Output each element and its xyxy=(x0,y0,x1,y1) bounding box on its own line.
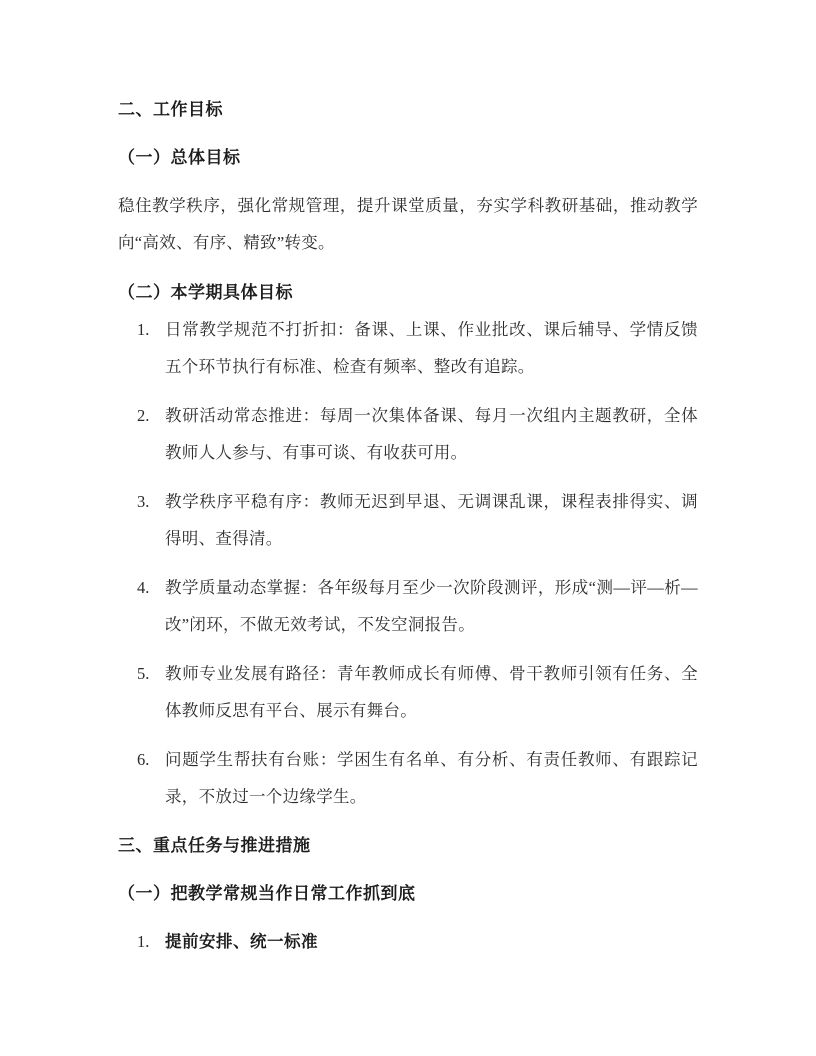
list-item-text: 提前安排、统一标准 xyxy=(165,932,318,951)
list-item-number: 5. xyxy=(137,664,150,683)
list-item-text: 教研活动常态推进：每周一次集体备课、每月一次组内主题教研，全体教师人人参与、有事可谈、有收获可用。 xyxy=(165,406,698,462)
section-heading-key-tasks: 三、重点任务与推进措施 xyxy=(118,836,311,855)
subheading-teaching-routine: （一）把教学常规当作日常工作抓到底 xyxy=(118,884,416,903)
semester-goals-list xyxy=(118,311,698,815)
list-item-number: 1. xyxy=(137,932,150,951)
section-heading-work-goals: 二、工作目标 xyxy=(118,100,223,119)
list-item-text: 教师专业发展有路径：青年教师成长有师傅、骨干教师引领有任务、全体教师反思有平台、展示有舞台。 xyxy=(165,664,698,720)
list-item-text: 教学秩序平稳有序：教师无迟到早退、无调课乱课，课程表排得实、调得明、查得清。 xyxy=(165,492,698,548)
subheading-overall-goal: （一）总体目标 xyxy=(118,148,241,167)
list-item xyxy=(118,311,698,385)
list-item-number: 3. xyxy=(137,492,150,511)
list-item xyxy=(118,397,698,471)
list-item-text: 问题学生帮扶有台账：学困生有名单、有分析、有责任教师、有跟踪记录，不放过一个边缘学生。 xyxy=(165,750,698,806)
list-item-text: 日常教学规范不打折扣：备课、上课、作业批改、课后辅导、学情反馈五个环节执行有标准、检查有频率、整改有追踪。 xyxy=(165,320,698,376)
list-item-text: 教学质量动态掌握：各年级每月至少一次阶段测评，形成“测—评—析—改”闭环，不做无效考试，不发空洞报告。 xyxy=(165,578,698,634)
list-item xyxy=(118,741,698,815)
list-item-number: 2. xyxy=(137,406,150,425)
list-item-number: 4. xyxy=(137,578,150,597)
list-item xyxy=(118,483,698,557)
overall-goal-paragraph: 稳住教学秩序，强化常规管理，提升课堂质量，夯实学科教研基础，推动教学向“高效、有序、精致”转变。 xyxy=(118,196,698,252)
list-item-number: 1. xyxy=(137,320,150,339)
list-item-number: 6. xyxy=(137,750,150,769)
list-item xyxy=(118,569,698,643)
list-item xyxy=(118,923,698,960)
subheading-semester-goals: （二）本学期具体目标 xyxy=(118,283,293,302)
list-item xyxy=(118,655,698,729)
